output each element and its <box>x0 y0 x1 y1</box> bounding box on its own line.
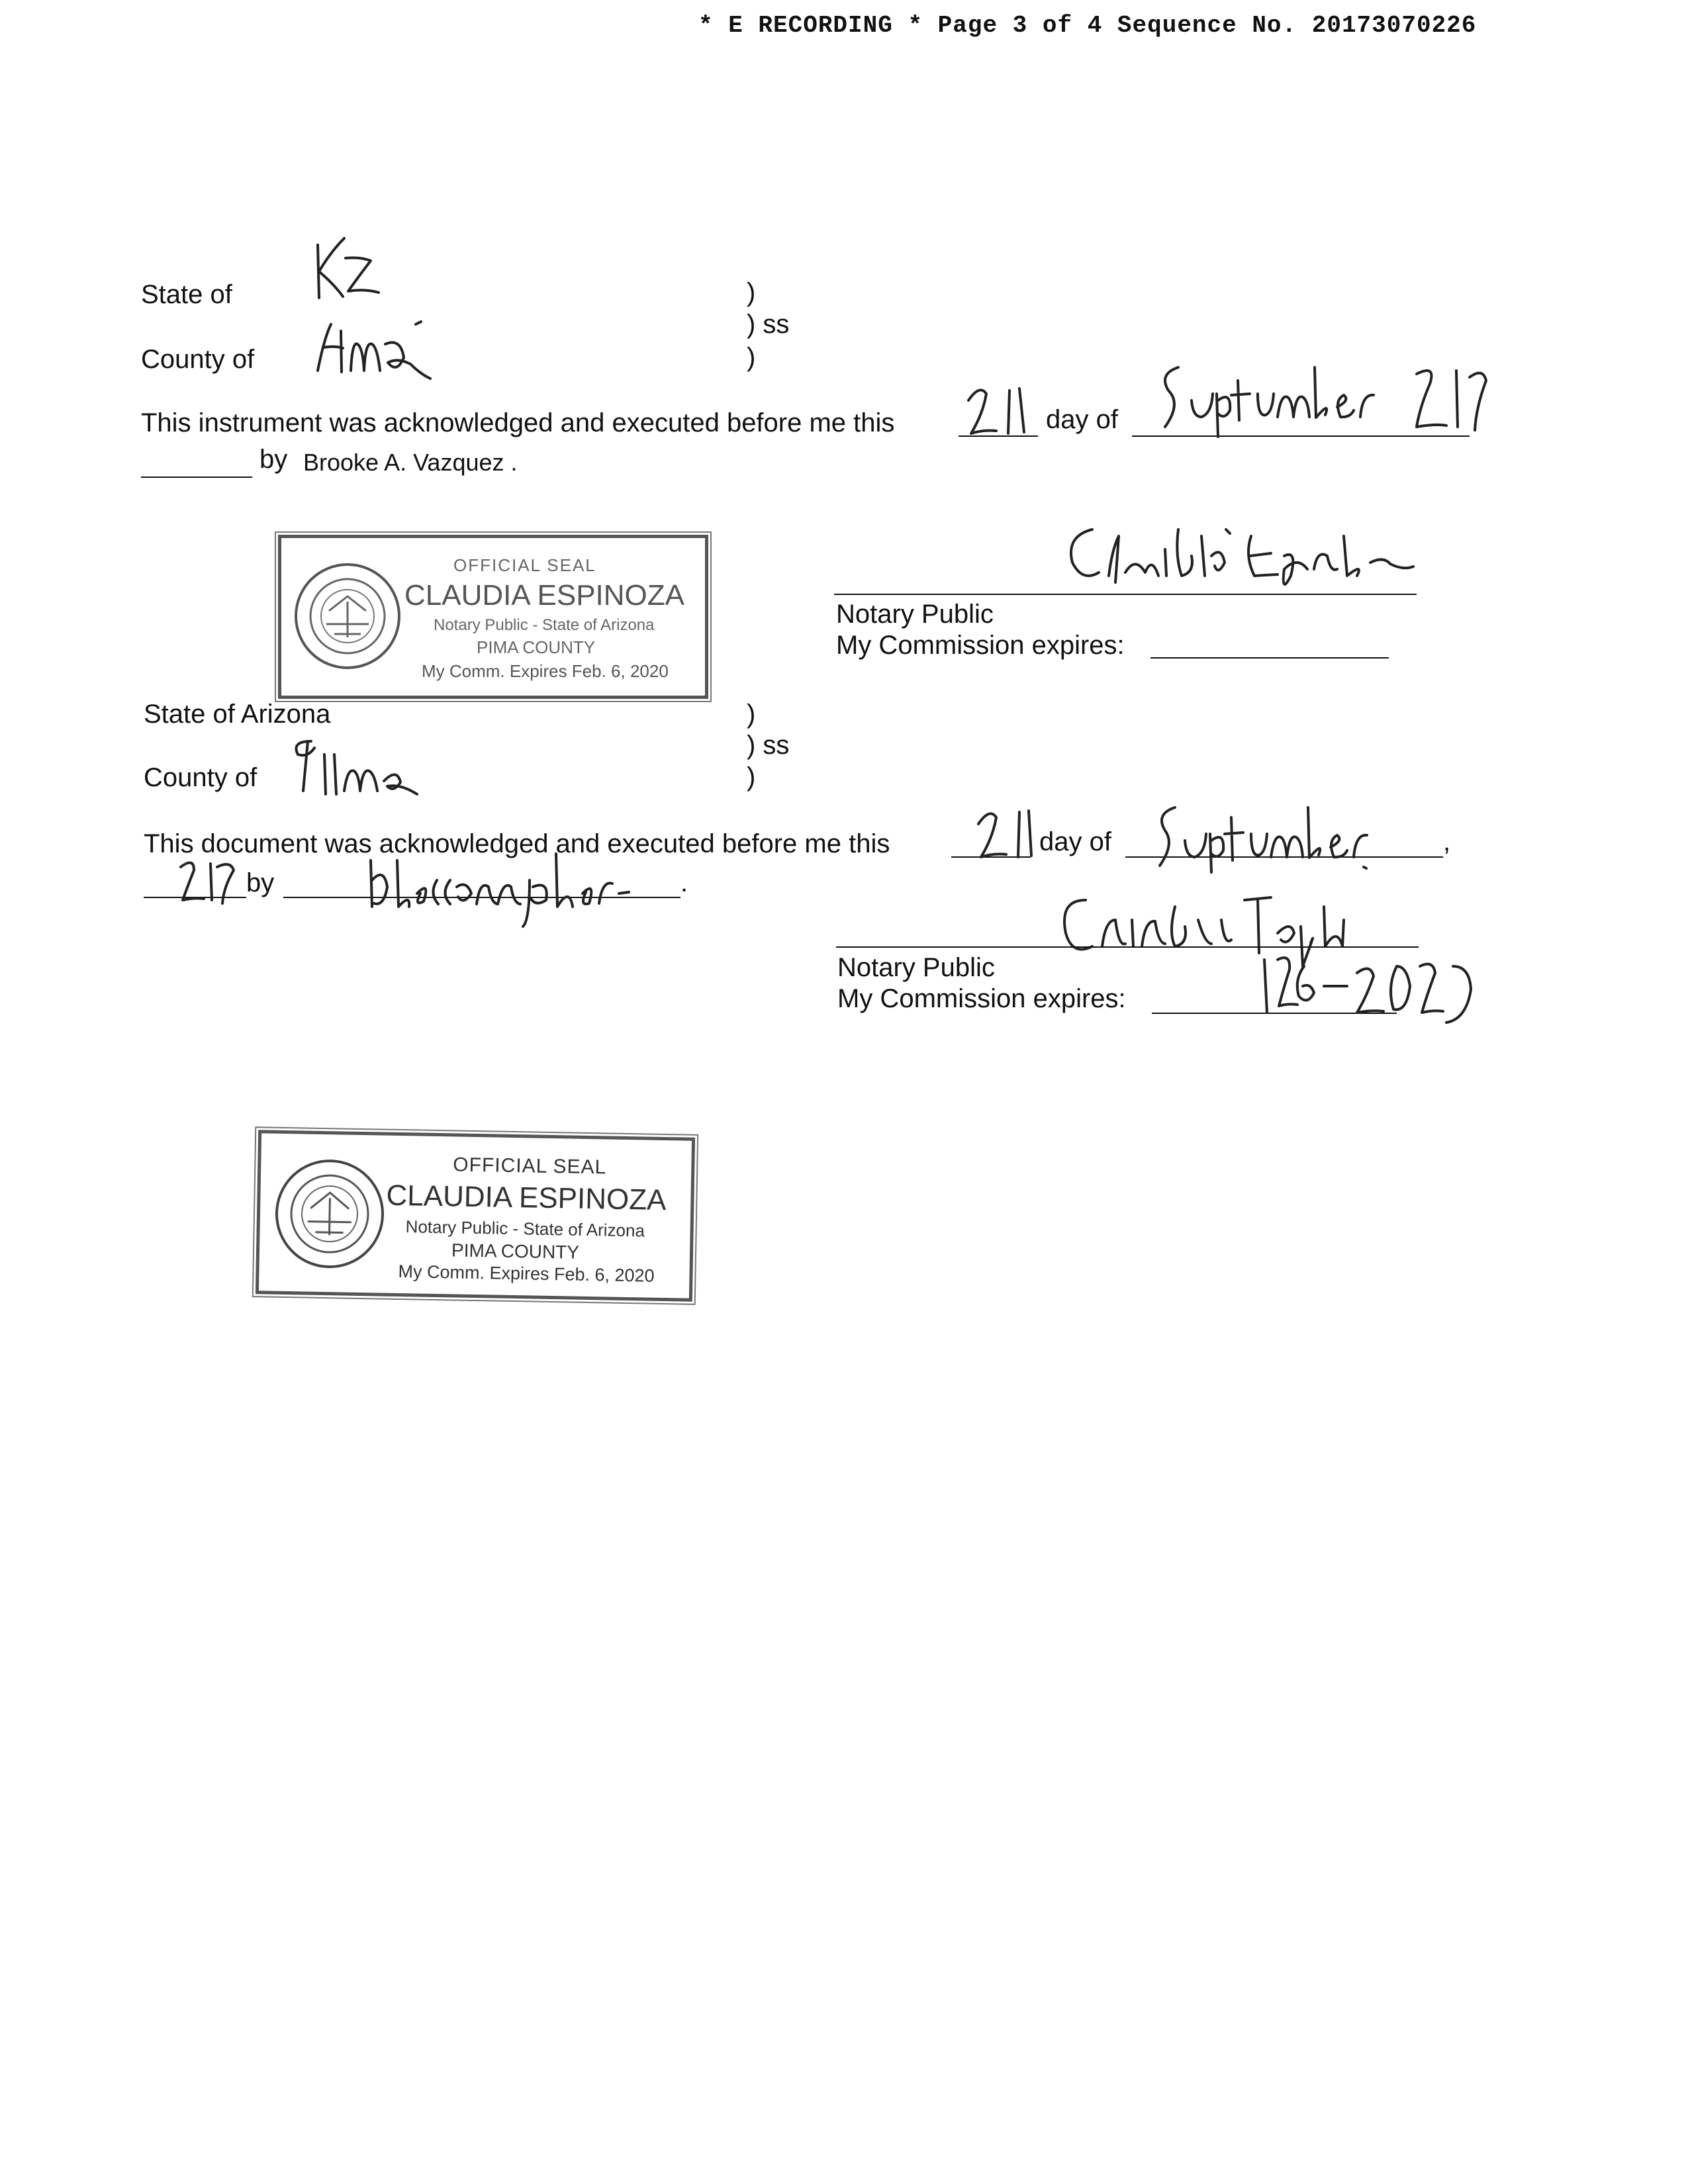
seal-2-line3: My Comm. Expires Feb. 6, 2020 <box>398 1261 655 1286</box>
handwritten-day-1 <box>963 381 1036 440</box>
county-label-1: County of <box>141 345 255 374</box>
handwritten-month-1 <box>1152 354 1503 440</box>
notary-seal-1 <box>278 535 708 699</box>
paren-ss-2: ) ss <box>747 731 790 760</box>
handwritten-year-2 <box>177 854 250 907</box>
handwritten-expiration-2 <box>1258 946 1476 1032</box>
trailing-comma-2: , <box>1443 827 1451 856</box>
notary-signature-line-1 <box>834 594 1417 595</box>
notary-seal-2 <box>256 1130 695 1301</box>
by-label-2: by <box>246 868 275 897</box>
commission-expires-label-2: My Commission expires: <box>837 984 1126 1013</box>
handwritten-state-1 <box>305 232 384 304</box>
state-label-2: State of Arizona <box>144 700 331 729</box>
day-of-1: day of <box>1046 405 1118 434</box>
signer-name-1: Brooke A. Vazquez . <box>303 449 518 476</box>
trailing-period-2: . <box>680 868 688 897</box>
ack-text-1: This instrument was acknowledged and executed before me this <box>141 408 895 437</box>
handwritten-day-2 <box>973 804 1039 864</box>
notary-signature-1 <box>1053 510 1423 602</box>
year-line-1 <box>141 477 252 478</box>
commission-line-1 <box>1150 657 1389 659</box>
by-label-1: by <box>259 445 288 474</box>
seal-1-line1: Notary Public - State of Arizona <box>434 616 655 634</box>
seal-2-title: OFFICIAL SEAL <box>453 1154 607 1179</box>
handwritten-county-1 <box>311 311 444 384</box>
notary-public-label-2: Notary Public <box>837 953 995 982</box>
state-label-1: State of <box>141 280 232 309</box>
county-label-2: County of <box>144 763 258 792</box>
day-of-2: day of <box>1039 827 1111 856</box>
paren-bottom-1: ) <box>747 343 756 372</box>
paren-ss-1: ) ss <box>747 310 790 339</box>
seal-1-name: CLAUDIA ESPINOZA <box>404 579 685 612</box>
seal-2-name: CLAUDIA ESPINOZA <box>386 1179 667 1217</box>
handwritten-month-2 <box>1145 794 1383 874</box>
seal-2-line1: Notary Public - State of Arizona <box>405 1216 645 1241</box>
seal-1-line2: PIMA COUNTY <box>477 637 596 657</box>
seal-1-line3: My Comm. Expires Feb. 6, 2020 <box>422 661 669 681</box>
paren-bottom-2: ) <box>747 762 756 792</box>
notary-public-label-1: Notary Public <box>836 600 994 629</box>
seal-2-line2: PIMA COUNTY <box>451 1240 580 1263</box>
commission-expires-label-1: My Commission expires: <box>836 631 1125 660</box>
handwritten-name-2 <box>357 841 688 933</box>
paren-top-2: ) <box>747 700 756 729</box>
handwritten-county-2 <box>285 728 430 801</box>
paren-top-1: ) <box>747 278 756 307</box>
recording-header: * E RECORDING * Page 3 of 4 Sequence No. 20173070226 <box>698 12 1477 39</box>
seal-1-title: OFFICIAL SEAL <box>453 555 596 575</box>
ack-text-2: This document was acknowledged and executed before me this <box>144 829 890 858</box>
